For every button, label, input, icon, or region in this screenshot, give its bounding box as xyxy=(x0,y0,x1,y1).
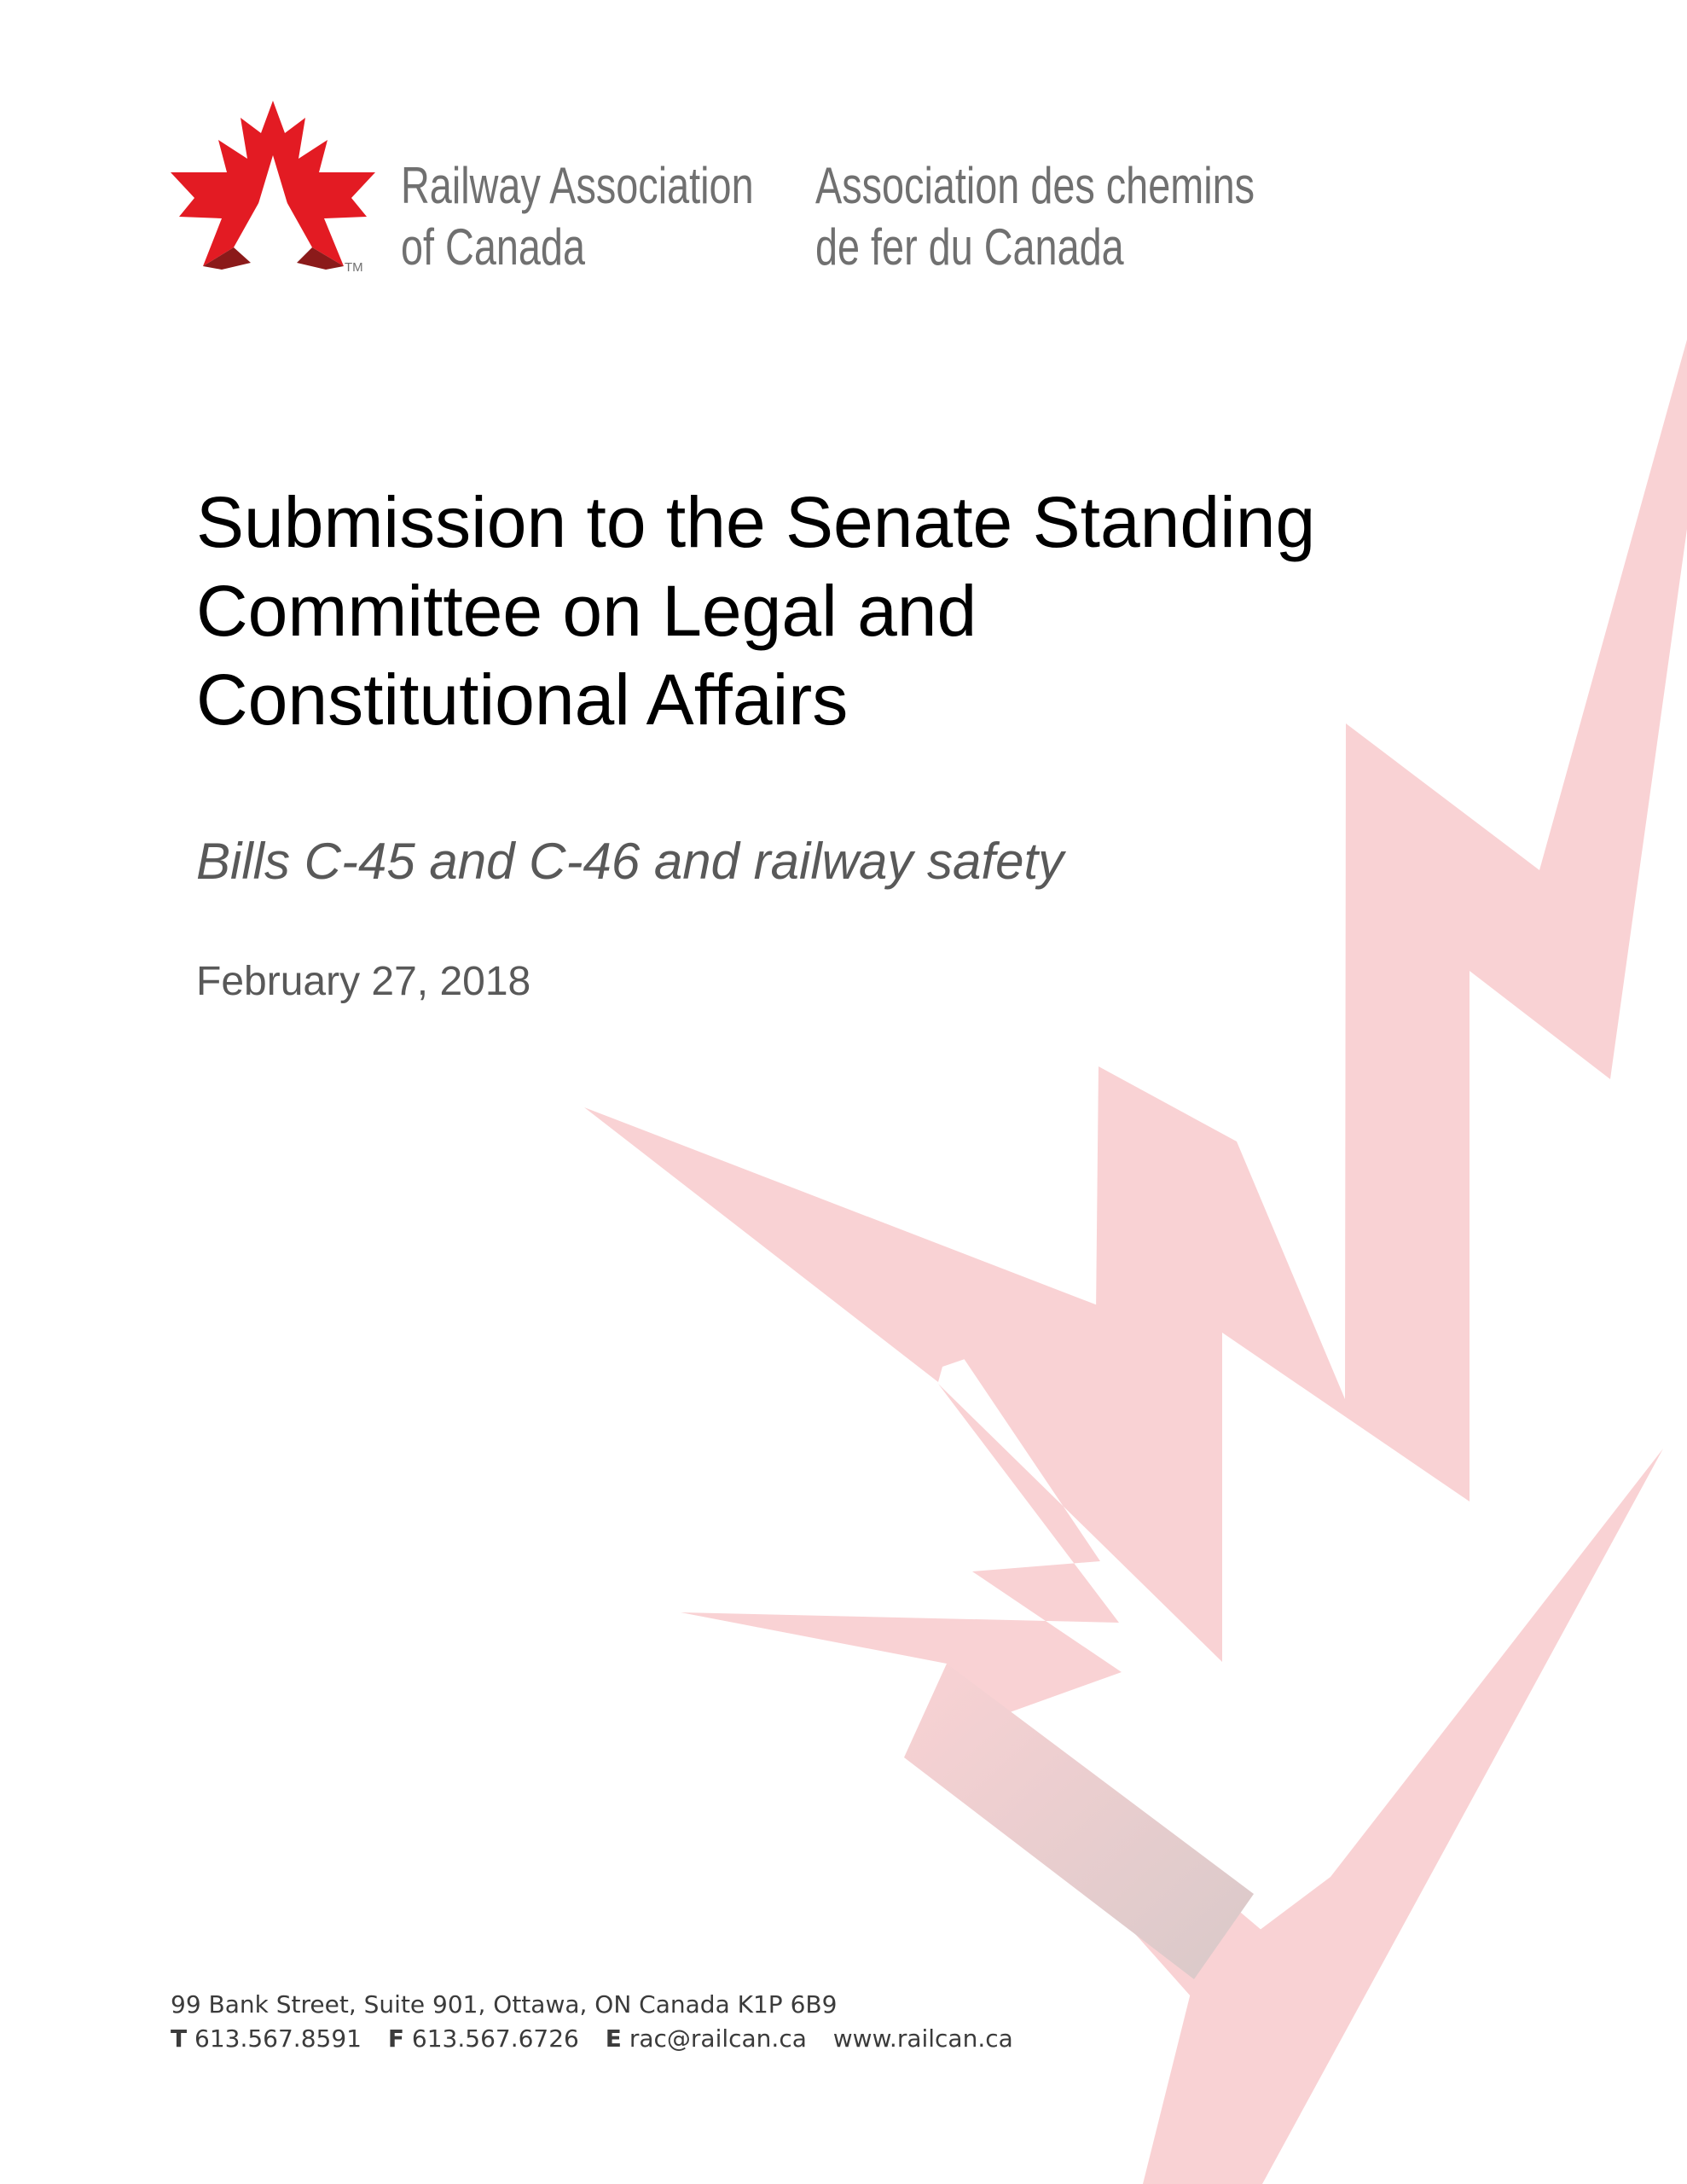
organization-name-english-line1: Railway Association xyxy=(401,157,754,214)
document-subtitle: Bills C-45 and C-46 and railway safety xyxy=(196,833,1064,890)
document-title xyxy=(196,478,1475,744)
watermark-stem xyxy=(904,1664,1254,1979)
contact-line xyxy=(171,2022,1013,2056)
email-link[interactable]: rac@railcan.ca xyxy=(629,2024,807,2053)
contact-footer xyxy=(171,1988,1013,2056)
document-title-line3: Constitutional Affairs xyxy=(196,659,849,740)
maple-leaf-logo-icon xyxy=(169,96,378,275)
document-date: February 27, 2018 xyxy=(196,959,531,1004)
trademark-symbol: TM xyxy=(345,260,363,275)
document-title-line1: Submission to the Senate Standing xyxy=(196,482,1316,562)
website-link[interactable]: www.railcan.ca xyxy=(832,2024,1013,2053)
organization-name-french-line1: Association des chemins xyxy=(815,157,1255,214)
fax-label: F xyxy=(387,2024,405,2053)
organization-name-french xyxy=(815,155,1255,278)
telephone-label: T xyxy=(171,2024,188,2053)
organization-name-english xyxy=(401,155,754,278)
document-title-line2: Committee on Legal and xyxy=(196,571,977,651)
address-line: 99 Bank Street, Suite 901, Ottawa, ON Canada K1P 6B9 xyxy=(171,1990,838,2018)
email-label: E xyxy=(605,2024,622,2053)
fax-number: 613.567.6726 xyxy=(411,2024,579,2053)
letterhead xyxy=(169,96,1363,283)
organization-name-french-line2: de fer du Canada xyxy=(815,218,1124,276)
telephone-number: 613.567.8591 xyxy=(194,2024,362,2053)
organization-name-english-line2: of Canada xyxy=(401,218,585,276)
